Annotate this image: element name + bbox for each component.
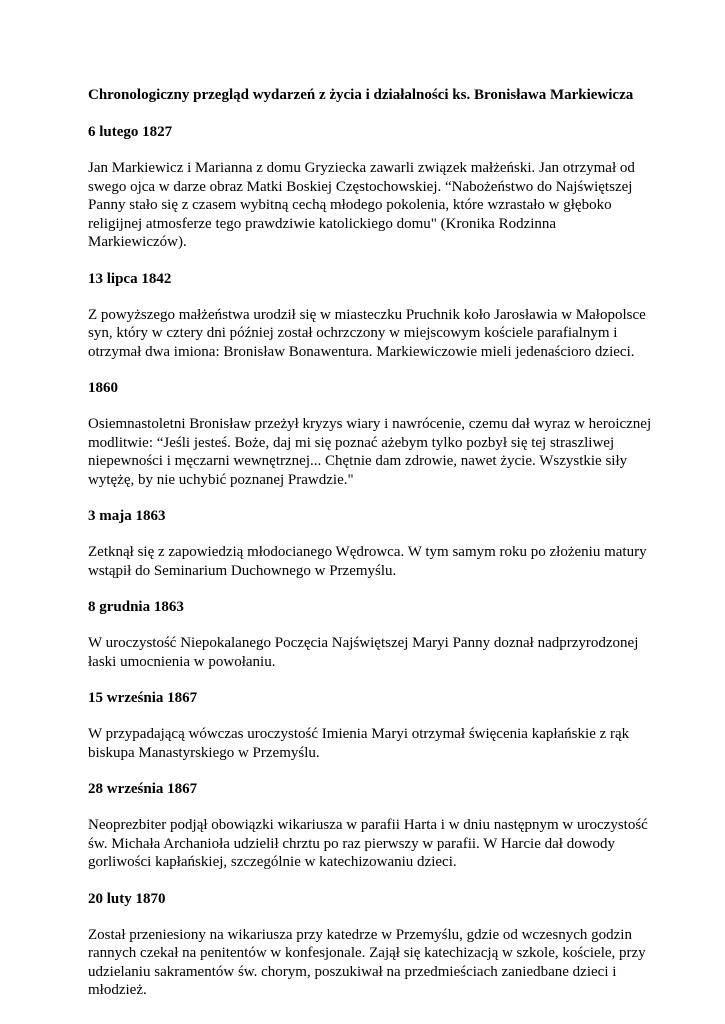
entry-date: 28 września 1867 [88, 781, 198, 797]
entry-paragraph [88, 816, 648, 872]
paragraph-line: rannych czekał na penitentów w konfesjonale. Zajął się katechizacją w szkole, kościele, przy [88, 945, 646, 961]
document-page [88, 86, 652, 1018]
paragraph-line: gorliwości kapłańskiej, szczególnie w katechizowaniu dzieci. [88, 854, 457, 870]
paragraph-line: Markiewiczów). [88, 234, 187, 250]
entry-date: 6 lutego 1827 [88, 124, 173, 140]
paragraph-line: św. Michała Archanioła udzielił chrztu po raz pierwszy w parafii. W Harcie dał dowody [88, 835, 616, 852]
paragraph-line: udzielaniu sakramentów św. chorym, poszukiwał na przedmieściach zaniedbane dzieci i [88, 963, 617, 980]
timeline-entries [88, 123, 652, 1000]
paragraph-line: syn, który w cztery dni później został ochrzczony w miejscowym kościele parafialnym i [88, 325, 618, 341]
paragraph-line: Został przeniesiony na wikariusza przy katedrze w Przemyślu, gdzie od wczesnych godzin [88, 926, 632, 943]
entry-date: 13 lipca 1842 [88, 270, 172, 287]
paragraph-line: W przypadającą wówczas uroczystość Imienia Maryi otrzymał święcenia kapłańskie z rąk [88, 726, 630, 742]
entry-date: 15 września 1867 [88, 690, 198, 706]
paragraph-line: niepewności i męczarni wewnętrznej... Chętnie dam zdrowie, nawet życie. Wszystkie siły [88, 453, 628, 469]
entry-date: 3 maja 1863 [88, 508, 166, 524]
entry-paragraph [88, 725, 648, 762]
paragraph-line: biskupa Manastyrskiego w Przemyślu. [88, 744, 320, 761]
paragraph-line: W uroczystość Niepokalanego Poczęcia Najświętszej Maryi Panny doznał nadprzyrodzonej [88, 635, 639, 651]
entry-paragraph [88, 926, 648, 1000]
paragraph-line: Neoprezbiter podjął obowiązki wikariusza w parafii Harta i w dniu następnym w uroczystość [88, 817, 648, 833]
paragraph-line: Panny stało się z czasem wybitną cechą młodego pokolenia, które wzrastało w głęboko [88, 197, 612, 213]
entry-paragraph [88, 543, 648, 580]
paragraph-line: Z powyższego małżeństwa urodził się w miasteczku Pruchnik koło Jarosławia w Małopolsce [88, 306, 646, 323]
paragraph-line: łaski umocnienia w powołaniu. [88, 653, 276, 670]
entry-paragraph [88, 634, 648, 671]
paragraph-line: młodzież. [88, 982, 147, 998]
entry-paragraph [88, 159, 648, 252]
entry-paragraph [88, 306, 648, 362]
entry-paragraph [88, 415, 652, 489]
paragraph-line: Osiemnastoletni Bronisław przeżył kryzys wiary i nawrócenie, czemu dał wyraz w heroicznej [88, 416, 652, 432]
paragraph-line: otrzymał dwa imiona: Bronisław Bonawentura. Markiewiczowie mieli jedenaścioro dzieci. [88, 343, 635, 360]
paragraph-line: religijnej atmosferze tego prawdziwie katolickiego domu" (Kronika Rodzinna [88, 215, 557, 232]
entry-date: 8 grudnia 1863 [88, 599, 184, 615]
entry-date: 1860 [88, 380, 118, 396]
paragraph-line: wytężę, by nie uchybić poznanej Prawdzie." [88, 471, 354, 488]
document-title: Chronologiczny przegląd wydarzeń z życia i działalności ks. Bronisława Markiewicza [88, 87, 634, 103]
paragraph-line: wstąpił do Seminarium Duchownego w Przemyślu. [88, 562, 397, 579]
entry-date: 20 luty 1870 [88, 890, 166, 907]
paragraph-line: modlitwie: “Jeśli jesteś. Boże, daj mi się poznać ażebym tylko pozbył się tej straszliwej [88, 434, 615, 451]
paragraph-line: Jan Markiewicz i Marianna z domu Gryziecka zawarli związek małżeński. Jan otrzymał od [88, 160, 635, 176]
paragraph-line: swego ojca w darze obraz Matki Boskiej Częstochowskiej. “Nabożeństwo do Najświętszej [88, 178, 633, 195]
paragraph-line: Zetknął się z zapowiedzią młodocianego Wędrowca. W tym samym roku po złożeniu matury [88, 544, 647, 560]
